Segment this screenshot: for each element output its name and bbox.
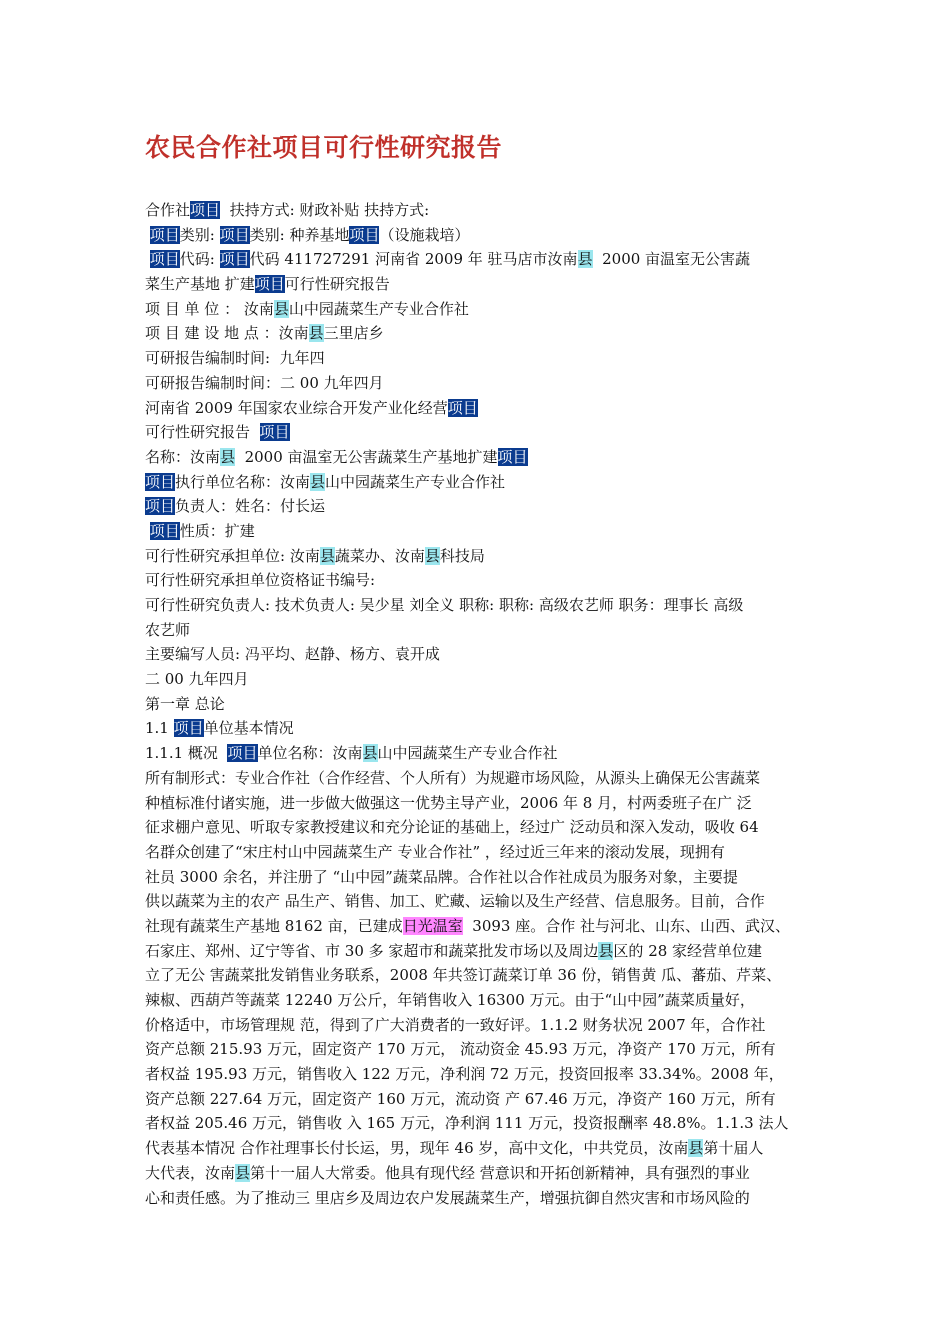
- text-segment: 第十一届人大常委。他具有现代经 营意识和开拓创新精神，具有强烈的事业: [250, 1163, 750, 1182]
- text-segment: 菜生产基地 扩建: [145, 275, 255, 294]
- text-segment: 2000 亩温室无公害蔬: [592, 250, 751, 269]
- text-line: [145, 544, 813, 569]
- text-line: [145, 939, 813, 964]
- highlighted-term: 项目: [145, 497, 176, 516]
- highlighted-term: 县: [424, 546, 440, 565]
- text-segment: 性质：扩建: [179, 521, 255, 540]
- text-line: [145, 791, 813, 816]
- text-line: [145, 1087, 813, 1112]
- text-segment: 可行性研究报告: [284, 275, 390, 294]
- text-line: [145, 396, 813, 421]
- text-line: [145, 371, 813, 396]
- text-segment: 可行性研究负责人: 技术负责人: 吴少星 刘全义 职称: 职称: 高级农艺师 职务：理事长 高级: [145, 596, 744, 614]
- text-line: [145, 815, 813, 840]
- highlighted-term: 项目: [447, 398, 478, 417]
- text-line: [145, 445, 813, 470]
- text-segment: （设施栽培）: [379, 225, 470, 244]
- text-segment: 石家庄、郑州、辽宁等省、市 30 多 家超市和蔬菜批发市场以及周边: [145, 941, 599, 960]
- document-title: 农民合作社项目可行性研究报告: [145, 133, 503, 162]
- highlighted-term: 县: [577, 250, 593, 269]
- text-line: [145, 1111, 813, 1136]
- text-line: [145, 593, 813, 618]
- text-segment: 第一章 总论: [145, 694, 225, 713]
- text-segment: 负责人：姓名：付长运: [175, 497, 326, 516]
- highlighted-term: 项目: [219, 250, 250, 269]
- text-segment: 二 00 九年四月: [145, 670, 249, 689]
- text-segment: 可行性研究承担单位资格证书编号:: [145, 571, 376, 590]
- text-line: [145, 1136, 813, 1161]
- text-segment: 社现有蔬菜生产基地 8162 亩，已建成: [145, 916, 403, 935]
- text-line: [145, 741, 813, 766]
- text-line: [145, 519, 813, 544]
- text-segment: 3093 座。合作 社与河北、山东、山西、武汉、: [462, 916, 790, 935]
- highlighted-term: 县: [273, 299, 289, 318]
- text-segment: 河南省 2009 年国家农业综合开发产业化经营: [145, 398, 448, 417]
- text-segment: 类别: 种养基地: [249, 225, 350, 244]
- text-segment: 可研报告编制时间: 九年四: [145, 349, 325, 368]
- text-line: [145, 840, 813, 865]
- text-segment: 供以蔬菜为主的农产 品生产、销售、加工、贮藏、运输以及生产经营、信息服务。目前，合作: [145, 892, 765, 911]
- highlighted-term: 项目: [219, 225, 250, 244]
- text-line: [145, 889, 813, 914]
- text-segment: 项 目 建 设 地 点 ：汝南: [145, 324, 309, 343]
- text-segment: 名群众创建了“宋庄村山中园蔬菜生产 专业合作社” ，经过近三年来的滚动发展，现拥有: [145, 842, 725, 861]
- highlighted-term: 县: [235, 1163, 251, 1182]
- text-segment: 者权益 205.46 万元，销售收 入 165 万元，净利润 111 万元，投资报酬率 48.8%。1.1.3 法人: [145, 1114, 789, 1133]
- text-line: [145, 470, 813, 495]
- text-segment: 征求棚户意见、听取专家教授建议和充分论证的基础上，经过广 泛动员和深入发动，吸收 64: [145, 818, 759, 837]
- text-segment: 1.1.1 概况: [145, 744, 228, 763]
- highlighted-term: 县: [310, 472, 326, 491]
- text-segment: 资产总额 227.64 万元，固定资产 160 万元，流动资 产 67.46 万元，净资产 160 万元，所有: [145, 1089, 776, 1108]
- text-line: [145, 1013, 813, 1038]
- text-segment: 执行单位名称：汝南: [175, 472, 311, 491]
- text-line: [145, 1037, 813, 1062]
- text-segment: 区的 28 家经营单位建: [613, 941, 763, 960]
- text-segment: 单位名称：汝南: [257, 744, 363, 763]
- text-segment: 单位基本情况: [203, 719, 294, 738]
- highlighted-term: 县: [220, 447, 236, 466]
- text-line: [145, 1161, 813, 1186]
- text-segment: 心和责任感。为了推动三 里店乡及周边农户发展蔬菜生产，增强抗御自然灾害和市场风险的: [145, 1188, 750, 1207]
- highlighted-term: 县: [362, 744, 378, 763]
- highlighted-term: 项目: [254, 275, 285, 294]
- text-segment: 价格适中，市场管理规 范，得到了广大消费者的一致好评。1.1.2 财务状况 2007 年，合作社: [145, 1015, 766, 1034]
- text-segment: 蔬菜办、汝南: [334, 546, 425, 565]
- text-segment: 农艺师: [145, 620, 191, 639]
- text-segment: 者权益 195.93 万元，销售收入 122 万元，净利润 72 万元，投资回报率 33.34%。2008 年，: [145, 1065, 784, 1084]
- text-line: [145, 618, 813, 643]
- text-segment: 社员 3000 余名，并注册了 “山中园”蔬菜品牌。合作社以合作社成员为服务对象，主要提: [145, 867, 738, 886]
- text-line: [145, 494, 813, 519]
- highlighted-term: 日光温室: [402, 916, 463, 935]
- text-segment: 立了无公 害蔬菜批发销售业务联系，2008 年共签订蔬菜订单 36 份，销售黄 瓜、蕃茄、芹菜、: [145, 966, 782, 985]
- text-segment: 可行性研究承担单位: 汝南: [145, 546, 320, 565]
- text-line: [145, 667, 813, 692]
- text-segment: 种植标准付诸实施，进一步做大做强这一优势主导产业，2006 年 8 月，村两委班子在广 泛: [145, 793, 752, 812]
- text-line: [145, 223, 813, 248]
- text-line: [145, 642, 813, 667]
- text-segment: 代表基本情况 合作社理事长付长运，男，现年 46 岁，高中文化，中共党员，汝南: [145, 1139, 689, 1158]
- text-segment: 代码:: [179, 250, 220, 269]
- text-segment: 辣椒、西葫芦等蔬菜 12240 万公斤，年销售收入 16300 万元。由于“山中园”蔬菜质量好，: [145, 991, 755, 1009]
- text-segment: 合作社: [145, 201, 191, 219]
- highlighted-term: 项目: [227, 744, 258, 763]
- text-line: [145, 420, 813, 445]
- highlighted-term: 项目: [149, 250, 180, 269]
- text-segment: 代码 411727291 河南省 2009 年 驻马店市汝南: [249, 250, 578, 269]
- highlighted-term: 项目: [145, 472, 176, 491]
- highlighted-term: 项目: [149, 225, 180, 244]
- text-line: [145, 321, 813, 346]
- text-segment: 可研报告编制时间：二 00 九年四月: [145, 373, 384, 392]
- text-line: [145, 568, 813, 593]
- document-body: [145, 198, 813, 1210]
- text-segment: 2000 亩温室无公害蔬菜生产基地扩建: [235, 447, 498, 466]
- highlighted-term: 县: [308, 324, 324, 343]
- text-line: [145, 692, 813, 717]
- highlighted-term: 项目: [349, 225, 380, 244]
- text-line: [145, 988, 813, 1013]
- text-line: [145, 1186, 813, 1211]
- text-segment: 扶持方式: 财政补贴 扶持方式:: [220, 201, 430, 219]
- text-segment: 资产总额 215.93 万元，固定资产 170 万元， 流动资金 45.93 万元，净资产 170 万元，所有: [145, 1040, 776, 1059]
- text-segment: 主要编写人员: 冯平均、赵静、杨方、袁开成: [145, 645, 440, 664]
- text-segment: 山中园蔬菜生产专业合作社: [288, 299, 469, 318]
- text-line: [145, 297, 813, 322]
- text-segment: 山中园蔬菜生产专业合作社: [325, 472, 506, 491]
- text-line: [145, 198, 813, 223]
- text-segment: 三里店乡: [323, 324, 384, 343]
- text-segment: 项 目 单 位 ： 汝南: [145, 299, 274, 318]
- text-segment: 所有制形式：专业合作社（合作经营、个人所有）为规避市场风险，从源头上确保无公害蔬菜: [145, 768, 761, 787]
- text-line: [145, 914, 813, 939]
- highlighted-term: 项目: [149, 521, 180, 540]
- text-line: [145, 346, 813, 371]
- highlighted-term: 项目: [173, 719, 204, 738]
- text-segment: 类别:: [179, 225, 220, 244]
- highlighted-term: 项目: [259, 423, 290, 442]
- text-line: [145, 865, 813, 890]
- highlighted-term: 县: [319, 546, 335, 565]
- text-line: [145, 272, 813, 297]
- text-line: [145, 963, 813, 988]
- text-line: [145, 766, 813, 791]
- highlighted-term: 县: [688, 1139, 704, 1158]
- text-line: [145, 1062, 813, 1087]
- text-segment: 1.1: [145, 719, 174, 738]
- highlighted-term: 项目: [190, 201, 221, 219]
- text-segment: 可行性研究报告: [145, 423, 260, 442]
- text-line: [145, 716, 813, 741]
- text-segment: 大代表，汝南: [145, 1163, 236, 1182]
- highlighted-term: 项目: [497, 447, 528, 466]
- highlighted-term: 县: [598, 941, 614, 960]
- text-segment: 名称：汝南: [145, 447, 221, 466]
- text-segment: 山中园蔬菜生产专业合作社: [377, 744, 558, 763]
- text-segment: 第十届人: [703, 1139, 764, 1158]
- text-line: [145, 247, 813, 272]
- text-segment: 科技局: [439, 546, 485, 565]
